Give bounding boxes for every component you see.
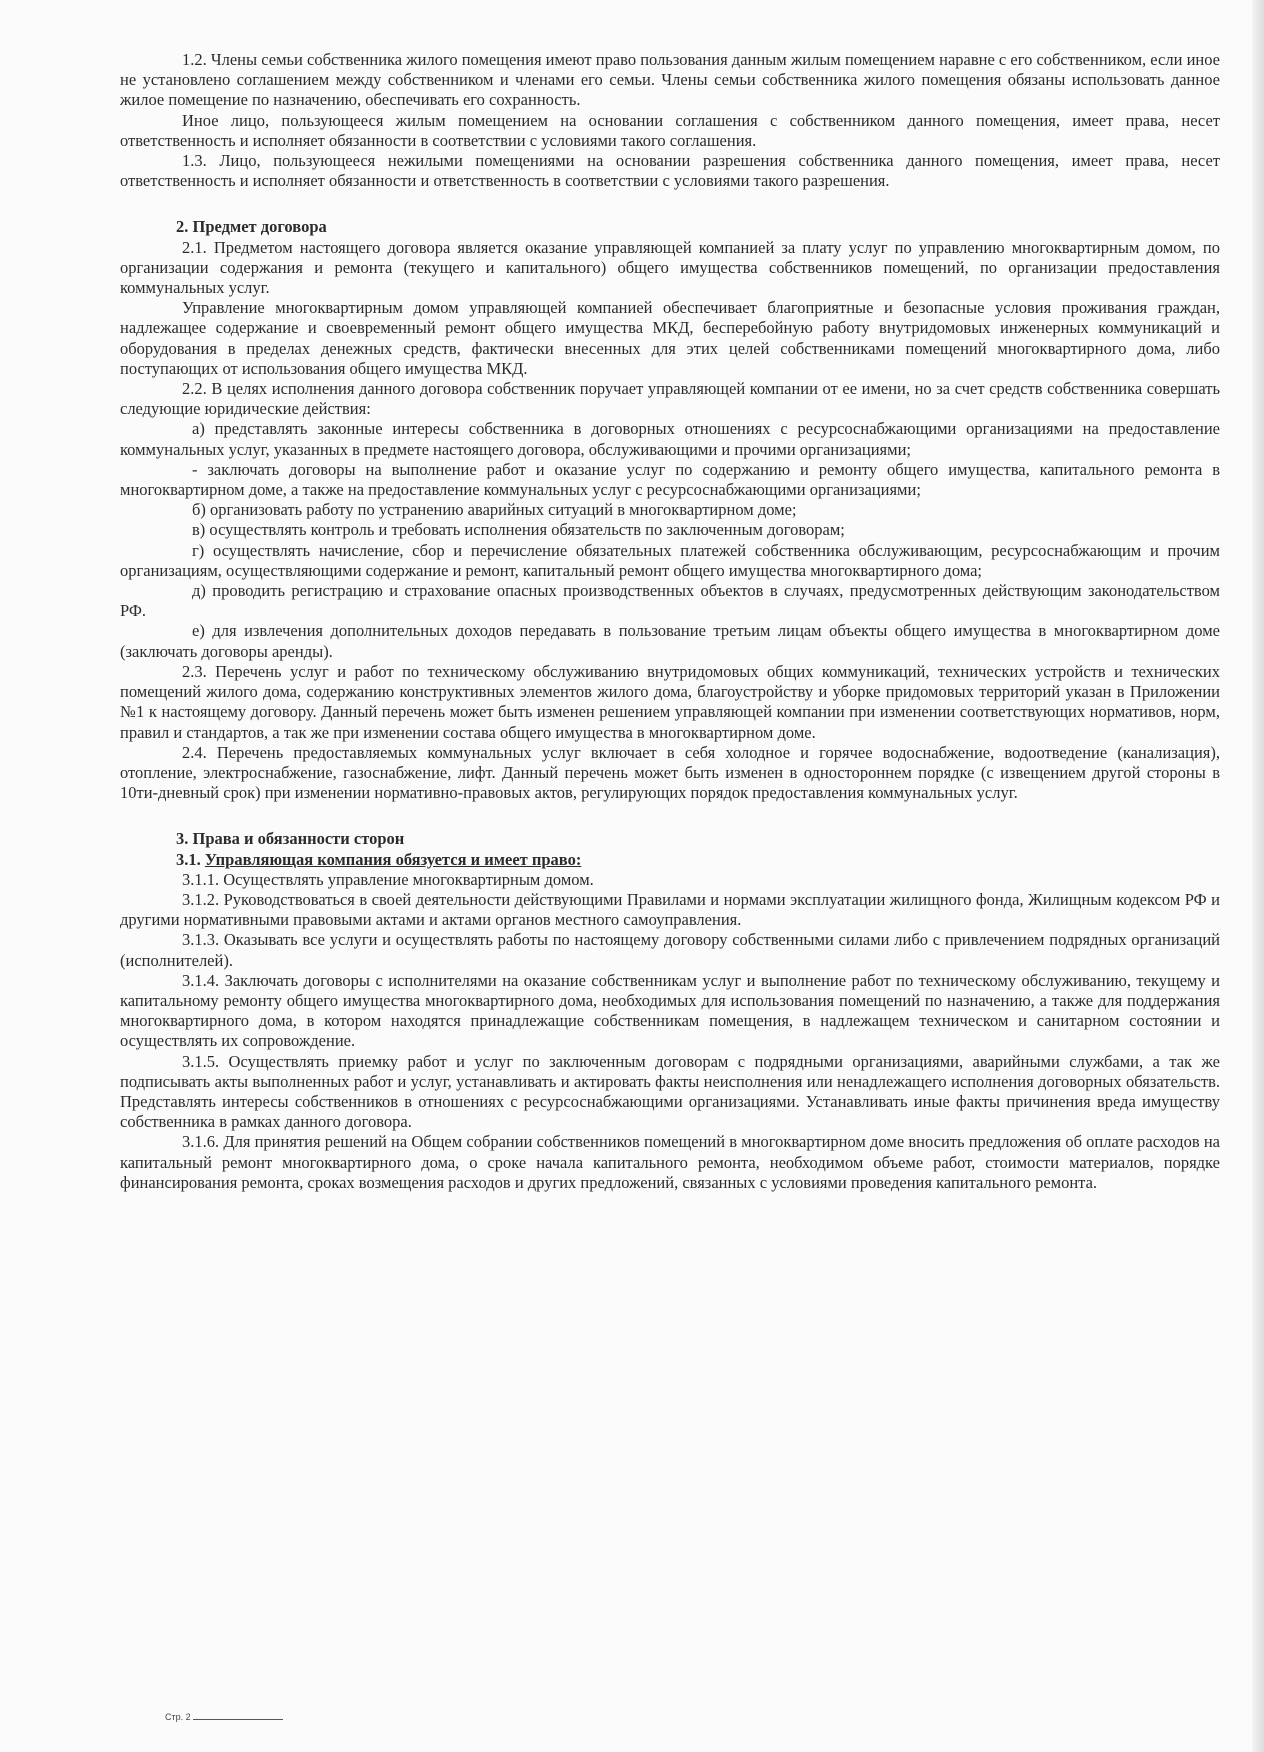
item-3-1-5: 3.1.5. Осуществлять приемку работ и услуг по заключенным договорам с подрядными организациями, аварийными службами, а так же подписывать акты выполненных работ и услуг, устанавливать и актировать факты неисполнения или ненадлежащего исполнения договорных обязательств. Представлять интересы собственников в отношениях с ресурсоснабжающими организациями. Устанавливать иные факты причинения вреда имуществу собственника в рамках данного договора. [120,1051,1220,1132]
item-g: г) осуществлять начисление, сбор и перечисление обязательных платежей собственника обслуживающим, ресурсоснабжающим и прочим организациям, осуществляющими содержание и ремонт, капитальный ремонт общего имущества многоквартирного дома; [120,540,1220,580]
signature-line [193,1719,283,1720]
paper-edge [1252,0,1264,1752]
section-2-heading: 2. Предмет договора [176,217,327,237]
paragraph-2-2: 2.2. В целях исполнения данного договора собственник поручает управляющей компании от ее имени, но за счет средств собственника совершать следующие юридические действия: [120,379,1220,419]
paragraph-management: Управление многоквартирным домом управляющей компанией обеспечивает благоприятные и безопасные условия проживания граждан, надлежащее содержание и своевременный ремонт общего имущества МКД, бесперебойную работу внутридомовых инженерных коммуникаций и оборудования в пределах денежных средств, фактически внесенных для этих целей собственниками помещений многоквартирного дома, либо поступающих от использования общего имущества МКД. [120,298,1220,378]
paragraph-1-2: 1.2. Члены семьи собственника жилого помещения имеют право пользования данным жилым помещением наравне с его собственником, если иное не установлено соглашением между собственником и членами его семьи. Члены семьи собственника жилого помещения обязаны использовать данное жилое помещение по назначению, обеспечивать его сохранность. [120,50,1220,110]
paragraph-other-person: Иное лицо, пользующееся жилым помещением на основании соглашения с собственником данного помещения, имеет права, несет ответственность и исполняет обязанности в соответствии с условиями такого соглашения. [120,110,1220,150]
paragraph-2-3: 2.3. Перечень услуг и работ по техническому обслуживанию внутридомовых общих коммуникаций, технических устройств и технических помещений жилого дома, содержанию конструктивных элементов жилого дома, благоустройству и уборке придомовых территорий указан в Приложении №1 к настоящему договору. Данный перечень может быть изменен решением управляющей компании при изменении соответствующих нормативов, норм, правил и стандартов, а так же при изменении состава общего имущества в многоквартирном доме. [120,661,1220,742]
paragraph-2-4: 2.4. Перечень предоставляемых коммунальных услуг включает в себя холодное и горячее водоснабжение, водоотведение (канализация), отопление, электроснабжение, газоснабжение, лифт. Данный перечень может быть изменен в одностороннем порядке (с извещением другой стороны в 10ти-дневный срок) при изменении нормативно-правовых актов, регулирующих порядок предоставления коммунальных услуг. [120,742,1220,803]
subsection-3-1-heading [176,850,1220,870]
item-v: в) осуществлять контроль и требовать исполнения обязательств по заключенным договорам; [192,520,845,540]
item-3-1-6: 3.1.6. Для принятия решений на Общем собрании собственников помещений в многоквартирном доме вносить предложения об оплате расходов на капитальный ремонт многоквартирного дома, о сроке начала капитального ремонта, необходимом объеме работ, стоимости материалов, порядке финансирования ремонта, сроках возмещения расходов и других предложений, связанных с условиями проведения капитального ремонта. [120,1132,1220,1192]
item-3-1-2: 3.1.2. Руководствоваться в своей деятельности действующими Правилами и нормами эксплуатации жилищного фонда, Жилищным кодексом РФ и другими нормативными правовыми актами и актами органов местного самоуправления. [120,889,1220,930]
item-3-1-3: 3.1.3. Оказывать все услуги и осуществлять работы по настоящему договору собственными силами либо с привлечением подрядных организаций (исполнителей). [120,930,1220,970]
item-e: е) для извлечения дополнительных доходов передавать в пользование третьим лицам объекты общего имущества в многоквартирном доме (заключать договоры аренды). [120,621,1220,661]
item-3-1-1: 3.1.1. Осуществлять управление многоквартирным домом. [182,869,594,889]
document-body [120,50,1220,1193]
paragraph-1-3: 1.3. Лицо, пользующееся нежилыми помещениями на основании разрешения собственника данного помещения, имеет права, несет ответственность и исполняет обязанности и ответственность в соответствии с условиями такого разрешения. [120,151,1220,191]
item-a: а) представлять законные интересы собственника в договорных отношениях с ресурсоснабжающими организациями на предоставление коммунальных услуг, указанных в предмете настоящего договора, обслуживающими и прочими организациями; [120,419,1220,459]
item-3-1-4: 3.1.4. Заключать договоры с исполнителями на оказание собственникам услуг и выполнение работ по техническому обслуживанию, текущему и капитальному ремонту общего имущества многоквартирного дома, необходимых для использования помещений по назначению, а также для поддержания многоквартирного дома, в котором находятся принадлежащие собственникам помещения, в надлежащем техническом и санитарном состоянии и осуществлять их сопровождение. [120,970,1220,1051]
subsection-number: 3.1. [176,849,201,869]
item-dash: - заключать договоры на выполнение работ и оказание услуг по содержанию и ремонту общего имущества, капитального ремонта в многоквартирном доме, а также на предоставление коммунальных услуг с ресурсоснабжающими организациями; [120,459,1220,500]
item-d: д) проводить регистрацию и страхование опасных производственных объектов в случаях, предусмотренных действующим законодательством РФ. [120,581,1220,621]
item-b: б) организовать работу по устранению аварийных ситуаций в многоквартирном доме; [192,500,797,520]
section-3-heading: 3. Права и обязанности сторон [176,829,405,849]
subsection-title: Управляющая компания обязуется и имеет право: [204,849,582,869]
page-number: Стр. 2 [165,1712,191,1722]
paragraph-2-1: 2.1. Предметом настоящего договора является оказание управляющей компанией за плату услуг по управлению многоквартирным домом, по организации содержания и ремонта (текущего и капитального) общего имущества собственников помещений, по организации предоставления коммунальных услуг. [120,237,1220,298]
page-footer [165,1712,283,1722]
